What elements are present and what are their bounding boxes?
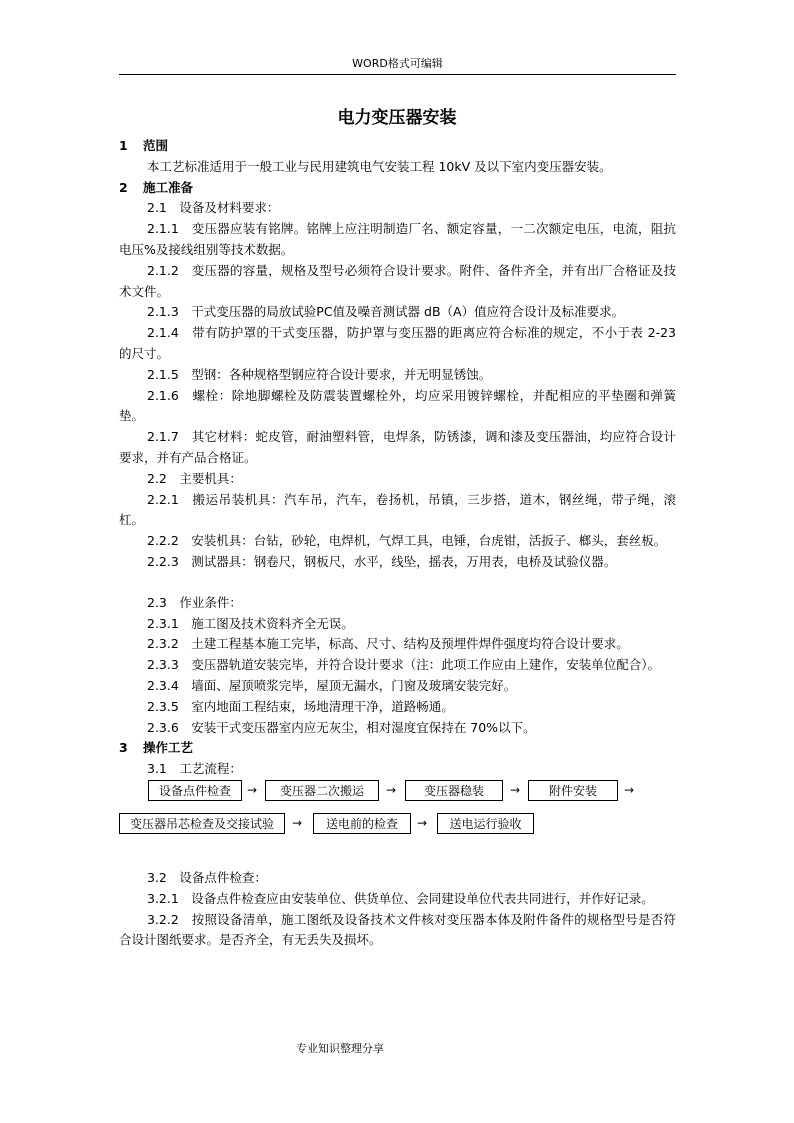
subheading-2-3: 2.3 作业条件： — [147, 594, 242, 610]
subheading-2-2: 2.2 主要机具： — [147, 470, 242, 486]
subheading-3-2: 3.2 设备点件检查： — [147, 869, 267, 885]
flow-arrow: → — [510, 782, 521, 797]
paragraph-2-2-1: 2.2.1 搬运吊装机具：汽车吊，汽车，卷扬机，吊镇，三步搭，道木，钢丝绳，带子绳，滚杠。 — [119, 491, 676, 528]
blank-line — [119, 573, 676, 593]
flow-arrow: → — [292, 815, 303, 830]
paragraph-2-3-1: 2.3.1 施工图及技术资料齐全无误。 — [147, 615, 354, 631]
section-heading-1 — [119, 136, 676, 157]
document-title: 电力变压器安装 — [337, 108, 457, 128]
paragraph-2-1-1: 2.1.1 变压器应装有铭牌。铭牌上应注明制造厂名、额定容量，一二次额定电压，电流，阻抗电压%及接线组别等技术数据。 — [119, 221, 676, 257]
paragraph-2-2-2: 2.2.2 安装机具：台钻，砂轮，电焊机，气焊工具，电锤，台虎钳，活扳子、榔头，套丝板。 — [147, 533, 667, 549]
paragraph-2-1-4: 2.1.4 带有防护罩的干式变压器，防护罩与变压器的距离应符合标准的规定，不小于表 2-23 的尺寸。 — [119, 325, 676, 361]
flow-arrow: → — [386, 782, 397, 797]
section-number: 3 — [119, 740, 128, 756]
paragraph-scope: 本工艺标准适用于一般工业与民用建筑电气安装工程 10kV 及以下室内变压器安装。 — [147, 158, 612, 174]
paragraph-2-1-2: 2.1.2 变压器的容量，规格及型号必须符合设计要求。附件、备件齐全，并有出厂合格证及技术文件。 — [119, 262, 676, 299]
section-heading-2 — [119, 178, 676, 199]
section-title: 范围 — [143, 138, 169, 153]
flow-step-transformer-mounting: 变压器稳装 — [405, 780, 503, 801]
paragraph-2-3-2: 2.3.2 土建工程基本施工完毕，标高、尺寸、结构及预埋件焊件强度均符合设计要求。 — [147, 636, 629, 652]
flow-arrow: → — [417, 815, 428, 830]
paragraph-3-2-2: 3.2.2 按照设备清单，施工图纸及设备技术文件核对变压器本体及附件备件的规格型号是否符合设计图纸要求。是否齐全，有无丢失及损坏。 — [119, 911, 676, 948]
section-number: 1 — [119, 138, 128, 153]
process-flowchart — [119, 780, 676, 868]
paragraph-3-2-1: 3.2.1 设备点件检查应由安装单位、供货单位、会同建设单位代表共同进行，并作好记录。 — [147, 890, 654, 906]
section-title: 施工准备 — [143, 179, 194, 195]
section-heading-3 — [119, 738, 676, 759]
paragraph-2-3-3: 2.3.3 变压器轨道安装完毕，并符合设计要求（注：此项工作应由上建作，安装单位配合）。 — [147, 657, 661, 673]
page-footer: 专业知识整理分享 — [296, 1042, 384, 1055]
subheading-2-1: 2.1 设备及材料要求： — [147, 200, 280, 216]
flow-step-equipment-check: 设备点件检查 — [148, 780, 242, 801]
paragraph-2-1-6: 2.1.6 螺栓：除地脚螺栓及防震装置螺栓外，均应采用镀锌螺栓，并配相应的平垫圈和弹簧垫。 — [119, 387, 676, 424]
paragraph-2-2-3: 2.2.3 测试器具：钢卷尺，钢板尺，水平，线坠，摇表，万用表，电桥及试验仪器。 — [147, 553, 617, 569]
subheading-3-1: 3.1 工艺流程： — [147, 761, 242, 777]
flow-step-accessory-install: 附件安装 — [528, 780, 618, 801]
page-header: WORD格式可编辑 — [119, 56, 676, 75]
paragraph-2-3-5: 2.3.5 室内地面工程结束，场地清理干净，道路畅通。 — [147, 698, 454, 714]
paragraph-2-1-7: 2.1.7 其它材料：蛇皮管，耐油塑料管，电焊条，防锈漆，调和漆及变压器油，均应符合设计要求，并有产品合格证。 — [119, 429, 676, 465]
section-number: 2 — [119, 179, 128, 195]
flow-arrow: → — [624, 782, 635, 797]
flow-arrow: → — [247, 782, 258, 797]
flow-step-secondary-transport: 变压器二次搬运 — [265, 780, 379, 801]
flow-step-pre-energize-check: 送电前的检查 — [313, 813, 411, 834]
paragraph-2-1-5: 2.1.5 型钢：各种规格型钢应符合设计要求，并无明显锈蚀。 — [147, 366, 492, 382]
paragraph-2-3-6: 2.3.6 安装干式变压器室内应无灰尘，相对湿度宜保持在 70%以下。 — [147, 719, 536, 735]
paragraph-2-1-3: 2.1.3 干式变压器的局放试验PC值及噪音测试器 dB（A）值应符合设计及标准要求。 — [147, 304, 625, 320]
flow-step-energize-acceptance: 送电运行验收 — [437, 813, 534, 834]
document-body — [119, 136, 676, 951]
paragraph-2-3-4: 2.3.4 墙面、屋顶喷浆完毕，屋顶无漏水，门窗及玻璃安装完好。 — [147, 677, 517, 693]
flow-step-core-inspection: 变压器吊芯检查及交接试验 — [119, 813, 285, 834]
section-title: 操作工艺 — [143, 740, 194, 756]
